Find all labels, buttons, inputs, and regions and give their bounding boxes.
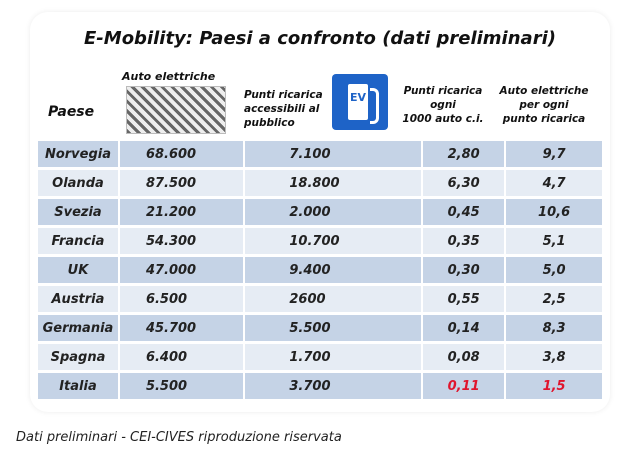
table-row <box>38 170 602 196</box>
table-header <box>30 68 610 136</box>
cell-punti: 9.400 <box>243 257 421 283</box>
cell-punti: 2600 <box>243 286 421 312</box>
cell-paese: Italia <box>38 373 118 399</box>
header-line: Punti ricarica <box>403 85 483 97</box>
cell-paese: Svezia <box>38 199 118 225</box>
header-line: accessibili al <box>244 103 320 115</box>
table-title: E-Mobility: Paesi a confronto (dati preliminari) <box>84 28 556 49</box>
table-row <box>38 373 602 399</box>
cell-paese: Spagna <box>38 344 118 370</box>
caption: Dati preliminari - CEI-CIVES riproduzione riservata <box>16 430 342 445</box>
header-line: ogni <box>430 99 456 111</box>
cell-per-highlight: 1,5 <box>504 373 602 399</box>
header-punti-ricarica <box>244 88 323 130</box>
header-auto-per-punto <box>492 84 596 126</box>
cell-punti: 18.800 <box>243 170 421 196</box>
cell-p1000: 0,45 <box>421 199 504 225</box>
cell-p1000: 0,35 <box>421 228 504 254</box>
header-line: 1000 auto c.i. <box>402 113 484 125</box>
nozzle-shape <box>370 88 379 124</box>
cell-auto: 6.500 <box>118 286 243 312</box>
table-row <box>38 141 602 167</box>
cell-auto: 87.500 <box>118 170 243 196</box>
cell-punti: 2.000 <box>243 199 421 225</box>
cell-punti: 3.700 <box>243 373 421 399</box>
cell-per: 9,7 <box>504 141 602 167</box>
cell-auto: 21.200 <box>118 199 243 225</box>
table-row <box>38 286 602 312</box>
header-line: Auto elettriche <box>499 85 589 97</box>
cell-paese: Norvegia <box>38 141 118 167</box>
cell-p1000: 0,14 <box>421 315 504 341</box>
cell-punti: 7.100 <box>243 141 421 167</box>
table-row <box>38 199 602 225</box>
cell-paese: Austria <box>38 286 118 312</box>
cell-punti: 5.500 <box>243 315 421 341</box>
header-punti-per-1000 <box>400 84 486 126</box>
cell-auto: 54.300 <box>118 228 243 254</box>
cell-auto: 6.400 <box>118 344 243 370</box>
data-table <box>38 138 602 402</box>
cell-per: 5,1 <box>504 228 602 254</box>
cell-auto: 68.600 <box>118 141 243 167</box>
cell-paese: UK <box>38 257 118 283</box>
ev-label: EV <box>349 91 367 104</box>
cell-per: 10,6 <box>504 199 602 225</box>
table-row <box>38 344 602 370</box>
header-auto-elettriche: Auto elettriche <box>122 70 216 83</box>
cell-per: 8,3 <box>504 315 602 341</box>
cell-per: 2,5 <box>504 286 602 312</box>
table-card <box>30 12 610 412</box>
cell-punti: 10.700 <box>243 228 421 254</box>
table-row <box>38 228 602 254</box>
header-line: pubblico <box>244 117 295 129</box>
header-paese: Paese <box>48 104 95 120</box>
cell-auto: 5.500 <box>118 373 243 399</box>
cell-p1000: 0,08 <box>421 344 504 370</box>
cell-p1000: 6,30 <box>421 170 504 196</box>
cell-punti: 1.700 <box>243 344 421 370</box>
cell-paese: Germania <box>38 315 118 341</box>
cell-per: 4,7 <box>504 170 602 196</box>
cell-auto: 45.700 <box>118 315 243 341</box>
cell-auto: 47.000 <box>118 257 243 283</box>
table-row <box>38 315 602 341</box>
cell-p1000: 0,55 <box>421 286 504 312</box>
cars-image <box>126 86 226 134</box>
cell-p1000: 2,80 <box>421 141 504 167</box>
cell-paese: Olanda <box>38 170 118 196</box>
cell-per: 3,8 <box>504 344 602 370</box>
cell-p1000-highlight: 0,11 <box>421 373 504 399</box>
table-row <box>38 257 602 283</box>
header-line: Punti ricarica <box>244 89 323 101</box>
cell-paese: Francia <box>38 228 118 254</box>
cell-p1000: 0,30 <box>421 257 504 283</box>
ev-charger-icon <box>332 74 388 130</box>
header-line: punto ricarica <box>502 113 586 125</box>
cell-per: 5,0 <box>504 257 602 283</box>
header-line: per ogni <box>519 99 569 111</box>
